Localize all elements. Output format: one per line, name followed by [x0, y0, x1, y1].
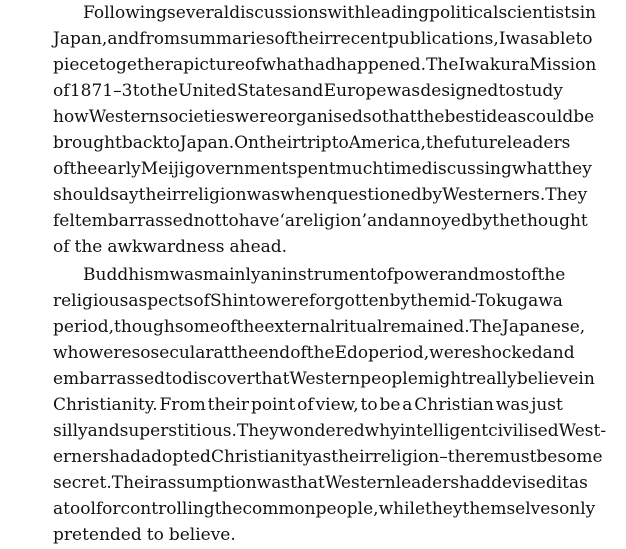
text-line: Following several discussions with leading political scientists in	[83, 3, 597, 23]
text-line: Christianity. From their point of view, to be a Christian was just	[53, 395, 563, 415]
text-line: brought back to Japan. On their trip to America, the future leaders	[53, 133, 571, 153]
text-line: of the early Meiji government spent much time discussing what they	[53, 159, 592, 179]
body-text	[53, 0, 607, 548]
text-line: Buddhism was mainly an instrument of power and most of the	[83, 265, 566, 285]
text-line: pretended to believe.	[53, 525, 236, 545]
text-line: period, though some of the external ritual remained. The Japanese,	[53, 317, 586, 337]
text-line: silly and superstitious. They wondered why intelligent civilised West-	[53, 421, 607, 441]
text-line: who were so secular at the end of the Edo period, were shocked and	[53, 343, 575, 363]
text-line: embarrassed to discover that Western people might really believe in	[53, 369, 595, 389]
text-line: should say their religion was when questioned by Westerners. They	[53, 185, 588, 205]
paragraph	[53, 262, 607, 548]
text-line: Japan, and from summaries of their recent publications, I was able to	[53, 29, 593, 49]
text-line: a tool for controlling the common people, while they themselves only	[53, 499, 596, 519]
text-line: of 1871–3 to the United States and Europe was designed to study	[53, 81, 563, 101]
text-line: felt embarrassed not to have ‘a religion’ and annoyed by the thought	[53, 211, 588, 231]
paragraph	[53, 0, 597, 260]
text-line: piece together a picture of what had happened. The Iwakura Mission	[53, 55, 597, 75]
text-line: erners had adopted Christianity as their religion – there must be some	[53, 447, 603, 467]
text-line: religious aspects of Shinto were forgotten by the mid-Tokugawa	[53, 291, 563, 311]
text-line: how Western societies were organised so that the best ideas could be	[53, 107, 595, 127]
text-line: secret. Their assumption was that Western leaders had devised it as	[53, 473, 588, 493]
text-line: of the awkwardness ahead.	[53, 237, 288, 257]
